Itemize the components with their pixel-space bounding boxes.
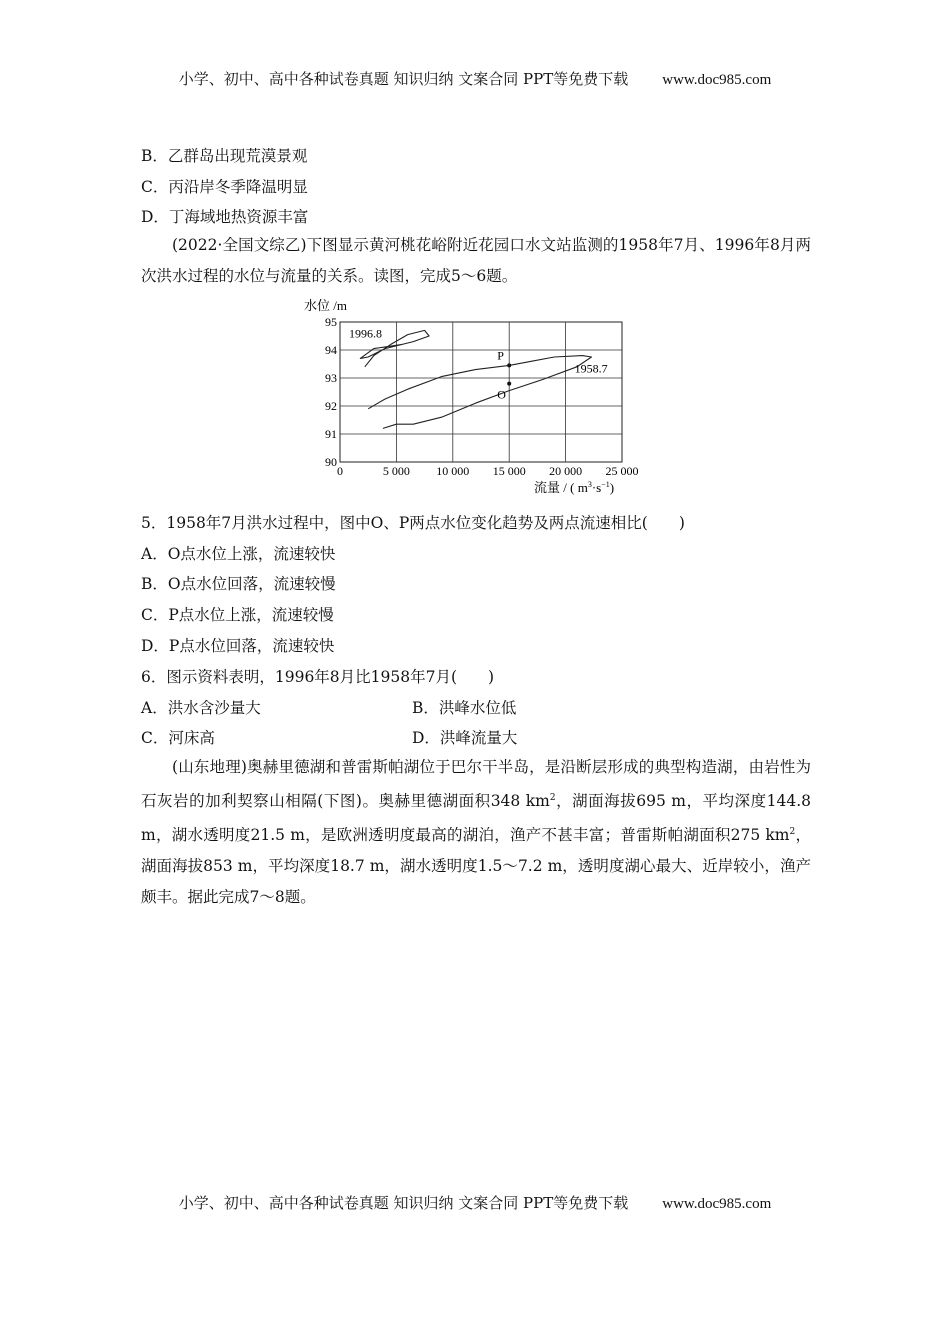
point-P xyxy=(507,363,511,367)
chart-grid xyxy=(340,322,622,462)
intro-paragraph-2: (山东地理)奥赫里德湖和普雷斯帕湖位于巴尔干半岛，是沿断层形成的典型构造湖，由岩性为石灰岩的加利契察山相隔(下图)。奥赫里德湖面积348 $km^2$，湖面海拔695 m，平均深度144.8 m，湖水透明度21.5 m，是欧洲透明度最高的湖泊，渔产不甚丰富；普雷斯帕湖面积275 $km^2$，湖面海拔853 m，平均深度18.7 m，湖水透明度1.5～7.2 m，透明度湖心最大、近岸较小，渔产颇丰。据此完成7～8题。 xyxy=(141,758,811,906)
q6-stem: 6．图示资料表明，1996年8月比1958年7月( ) xyxy=(141,668,495,686)
q6-option-c: C．河床高 xyxy=(141,729,215,747)
prev-option-c: C．丙沿岸冬季降温明显 xyxy=(141,178,308,196)
q5-option-c: C．P点水位上涨，流速较慢 xyxy=(141,606,334,624)
series-label-1958: 1958.7 xyxy=(574,361,608,376)
page-footer xyxy=(0,1192,950,1213)
q5-option-b: B．O点水位回落，流速较慢 xyxy=(141,575,336,593)
footer-text: 小学、初中、高中各种试卷真题 知识归纳 文案合同 PPT等免费下载 xyxy=(178,1194,629,1212)
header-text: 小学、初中、高中各种试卷真题 知识归纳 文案合同 PPT等免费下载 xyxy=(178,70,629,88)
chart-ylabel: 水位 /m xyxy=(304,298,347,313)
y-tick-label: 95 xyxy=(325,315,337,329)
q6-option-d: D．洪峰流量大 xyxy=(412,729,518,747)
q5-option-a: A．O点水位上涨，流速较快 xyxy=(141,545,336,563)
x-tick-label: 10 000 xyxy=(436,464,470,478)
point-O xyxy=(507,382,511,386)
chart-xlabel: 流量 / ( $m^3\cdot s^{-1}$) xyxy=(534,480,615,495)
prev-option-b: B．乙群岛出现荒漠景观 xyxy=(141,147,308,165)
prev-option-d: D．丁海域地热资源丰富 xyxy=(141,208,309,226)
header-site: www.doc985.com xyxy=(662,72,772,88)
y-tick-label: 90 xyxy=(325,455,337,469)
chart-series xyxy=(349,326,608,428)
y-tick-label: 93 xyxy=(325,371,337,385)
series-line-1958.7 xyxy=(368,356,591,429)
y-tick-label: 91 xyxy=(325,427,337,441)
q6-option-b: B．洪峰水位低 xyxy=(412,699,517,717)
x-tick-label: 20 000 xyxy=(549,464,583,478)
y-tick-label: 94 xyxy=(325,343,337,357)
footer-site: www.doc985.com xyxy=(662,1196,772,1212)
x-tick-label: 15 000 xyxy=(492,464,526,478)
plot-frame xyxy=(340,322,622,462)
page-header xyxy=(0,68,950,89)
q5-option-d: D．P点水位回落，流速较快 xyxy=(141,637,335,655)
x-tick-label: 5 000 xyxy=(382,464,410,478)
point-label-O: O xyxy=(497,387,506,402)
q6-option-a: A．洪水含沙量大 xyxy=(141,699,261,717)
y-tick-label: 92 xyxy=(325,399,337,413)
intro-paragraph-1: (2022·全国文综乙)下图显示黄河桃花峪附近花园口水文站监测的1958年7月、1996年8月两次洪水过程的水位与流量的关系。读图，完成5～6题。 xyxy=(141,236,811,285)
series-label-1996: 1996.8 xyxy=(349,326,383,341)
x-tick-label: 25 000 xyxy=(605,464,639,478)
q5-stem: 5．1958年7月洪水过程中，图中O、P两点水位变化趋势及两点流速相比( ) xyxy=(141,514,685,532)
point-label-P: P xyxy=(497,348,504,363)
flood-chart xyxy=(300,292,660,498)
x-tick-label: 0 xyxy=(337,464,343,478)
